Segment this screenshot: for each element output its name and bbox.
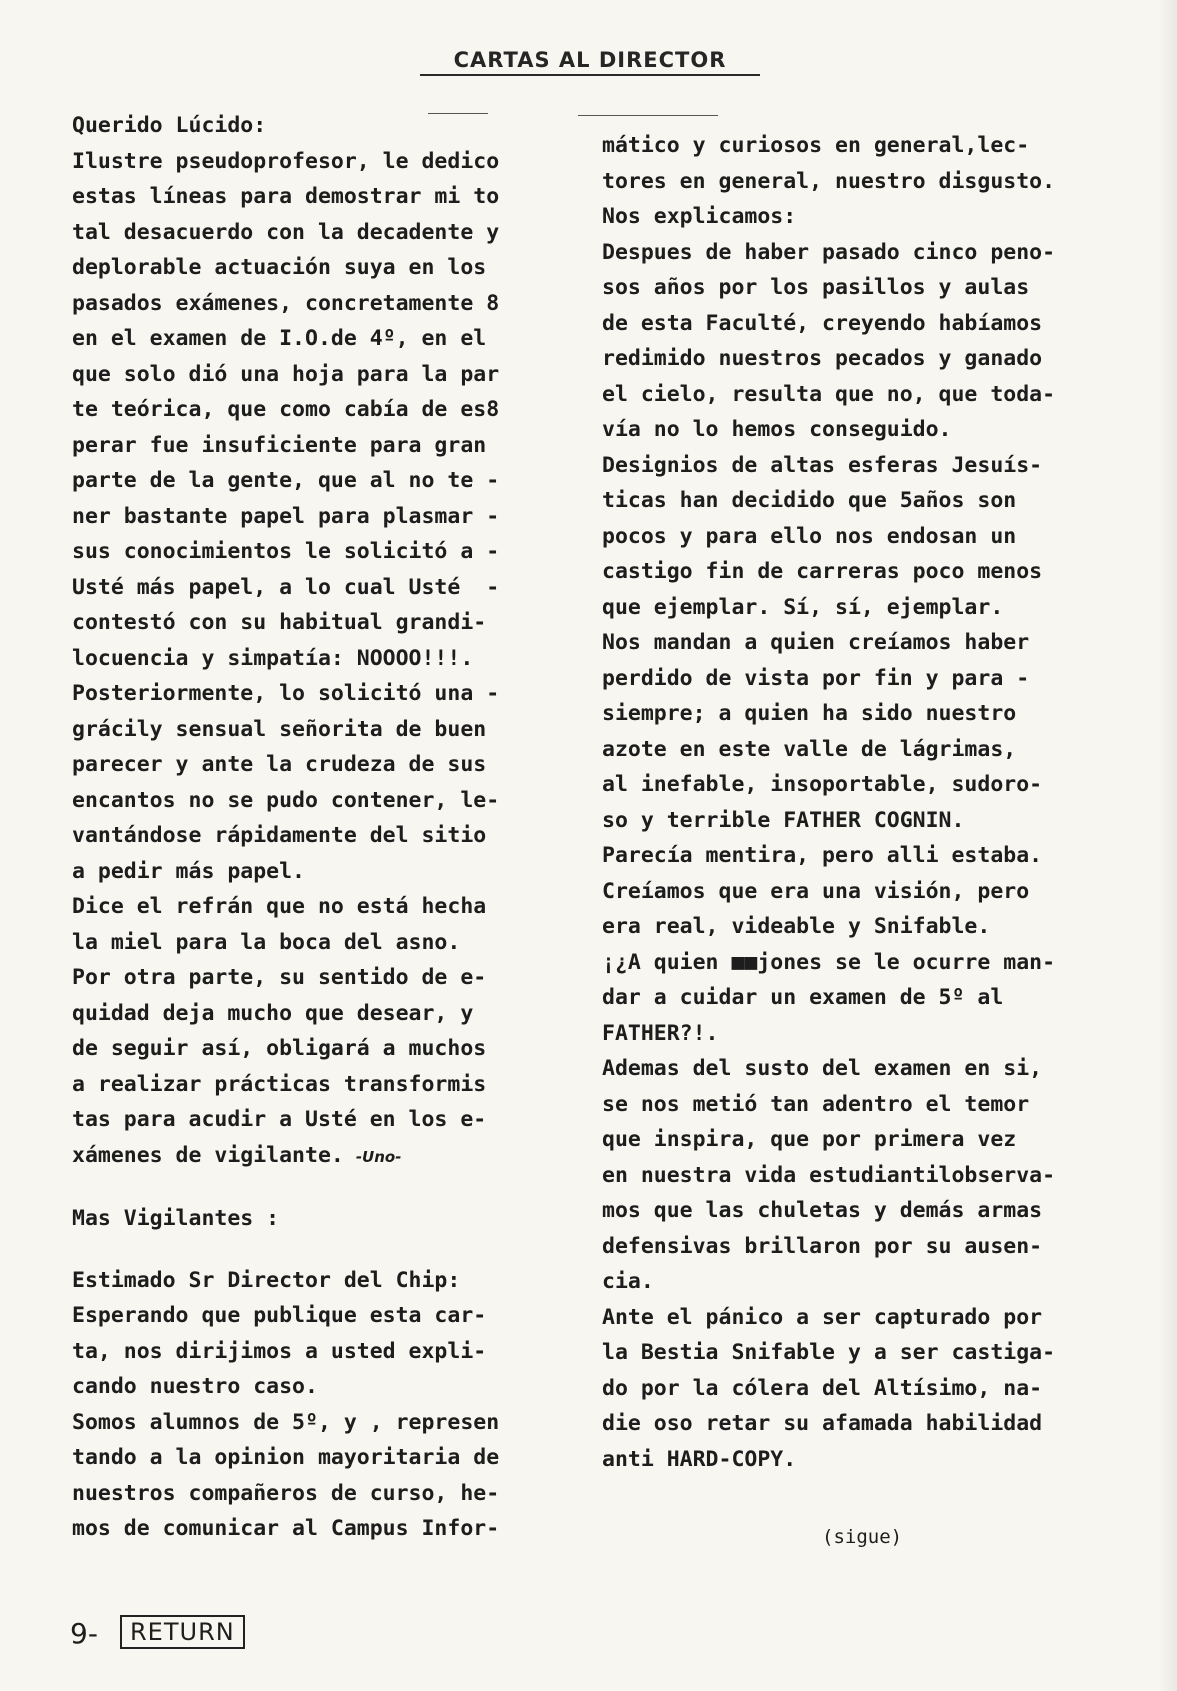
- text-line: Nos mandan a quien creíamos haber: [602, 630, 1030, 655]
- text-line: al inefable, insoportable, sudoro-: [602, 772, 1043, 797]
- letter-1-signoff: -Uno-: [355, 1147, 402, 1166]
- text-line: Creíamos que era una visión, pero: [602, 878, 1030, 904]
- text-line: deplorable actuación suya en los: [72, 255, 487, 280]
- text-line: a pedir más papel.: [72, 858, 305, 884]
- text-line: ta, nos dirijimos a usted expli-: [72, 1338, 487, 1364]
- text-line: ¡¿A quien ■■jones se le ocurre man-: [602, 949, 1056, 975]
- text-line: en el examen de I.O.de 4º, en el: [72, 326, 487, 351]
- text-line: tal desacuerdo con la decadente y: [72, 219, 500, 245]
- text-line: estas líneas para demostrar mi to: [72, 184, 500, 209]
- letter-2-heading: Mas Vigilantes :: [72, 1206, 280, 1231]
- text-line: que ejemplar. Sí, sí, ejemplar.: [602, 594, 1004, 620]
- text-line: anti HARD-COPY.: [602, 1446, 797, 1472]
- text-line: Usté más papel, a lo cual Usté -: [72, 574, 500, 600]
- text-line: Dice el refrán que no está hecha: [72, 894, 487, 919]
- text-line: castigo fin de carreras poco menos: [602, 559, 1043, 584]
- text-line: Estimado Sr Director del Chip:: [72, 1267, 461, 1293]
- text-line: de esta Faculté, creyendo habíamos: [602, 310, 1043, 336]
- text-line: Esperando que publique esta car-: [72, 1303, 487, 1328]
- text-line: era real, videable y Snifable.: [602, 914, 991, 939]
- text-line: de seguir así, obligará a muchos: [72, 1036, 487, 1061]
- text-line: Parecía mentira, pero alli estaba.: [602, 843, 1043, 868]
- text-line: tores en general, nuestro disgusto.: [602, 168, 1056, 194]
- text-line: sus conocimientos le solicitó a -: [72, 539, 500, 564]
- section-logo: RETURN: [120, 1615, 245, 1649]
- text-line: locuencia y simpatía: NOOOO!!!.: [72, 645, 474, 671]
- spacer: [72, 1175, 562, 1201]
- text-line: ticas han decidido que 5años son: [602, 488, 1017, 513]
- text-line: que solo dió una hoja para la par: [72, 361, 500, 387]
- text-line: tando a la opinion mayoritaria de: [72, 1445, 500, 1470]
- text-line: Despues de haber pasado cinco peno-: [602, 239, 1056, 265]
- text-line: encantos no se pudo contener, le-: [72, 787, 500, 813]
- letter-1: [72, 108, 562, 1138]
- page-number: 9-: [70, 1617, 98, 1650]
- text-line: en nuestra vida estudiantilobserva-: [602, 1162, 1056, 1188]
- text-line: parecer y ante la crudeza de sus: [72, 752, 487, 777]
- text-line: a realizar prácticas transformis: [72, 1071, 487, 1097]
- text-line: defensivas brillaron por su ausen-: [602, 1233, 1043, 1259]
- text-line: sos años por los pasillos y aulas: [602, 275, 1030, 300]
- text-line: vantándose rápidamente del sitio: [72, 823, 487, 848]
- text-line: siempre; a quien ha sido nuestro: [602, 701, 1017, 726]
- text-line: grácily sensual señorita de buen: [72, 716, 487, 742]
- text-line: azote en este valle de lágrimas,: [602, 736, 1017, 762]
- text-line: cia.: [602, 1269, 654, 1294]
- text-line: dar a cuidar un examen de 5º al: [602, 985, 1004, 1010]
- text-line: FATHER?!.: [602, 1020, 719, 1046]
- letter-2: [72, 1263, 562, 1547]
- text-line: se nos metió tan adentro el temor: [602, 1091, 1030, 1117]
- text-line: nuestros compañeros de curso, he-: [72, 1480, 500, 1506]
- text-line: Posteriormente, lo solicitó una -: [72, 681, 500, 706]
- text-line: Nos explicamos:: [602, 204, 797, 229]
- page-title: CARTAS AL DIRECTOR: [420, 48, 760, 76]
- text-line: mos que las chuletas y demás armas: [602, 1198, 1043, 1223]
- text-line: Ilustre pseudoprofesor, le dedico: [72, 148, 500, 174]
- left-column: [72, 108, 562, 1547]
- text-line: mos de comunicar al Campus Infor-: [72, 1516, 500, 1541]
- letter-1-last-line: xámenes de vigilante.: [72, 1142, 344, 1168]
- text-line: que inspira, que por primera vez: [602, 1127, 1017, 1152]
- text-line: Ante el pánico a ser capturado por: [602, 1304, 1043, 1330]
- spacer: [72, 1237, 562, 1263]
- text-line: contestó con su habitual grandi-: [72, 610, 487, 635]
- text-line: Por otra parte, su sentido de e-: [72, 965, 487, 990]
- text-line: mático y curiosos en general,lec-: [602, 133, 1030, 158]
- text-line: perar fue insuficiente para gran: [72, 432, 487, 458]
- text-line: pasados exámenes, concretamente 8: [72, 290, 500, 316]
- text-line: redimido nuestros pecados y ganado: [602, 346, 1043, 371]
- text-line: vía no lo hemos conseguido.: [602, 417, 952, 442]
- text-line: Querido Lúcido:: [72, 113, 267, 138]
- text-line: la Bestia Snifable y a ser castiga-: [602, 1340, 1056, 1365]
- text-line: ner bastante papel para plasmar -: [72, 503, 500, 529]
- text-line: do por la cólera del Altísimo, na-: [602, 1375, 1043, 1401]
- right-column: [602, 128, 1122, 1477]
- text-line: tas para acudir a Usté en los e-: [72, 1107, 487, 1132]
- text-line: parte de la gente, que al no te -: [72, 468, 500, 493]
- text-line: Ademas del susto del examen en si,: [602, 1056, 1043, 1081]
- text-line: pocos y para ello nos endosan un: [602, 523, 1017, 549]
- text-line: Designios de altas esferas Jesuís-: [602, 452, 1043, 478]
- text-line: te teórica, que como cabía de es8: [72, 397, 500, 422]
- letter-1-closing-line: [72, 1138, 562, 1176]
- column-divider-right: [578, 115, 718, 116]
- text-line: Somos alumnos de 5º, y , represen: [72, 1409, 500, 1435]
- page-edge: [1159, 0, 1177, 1691]
- text-line: perdido de vista por fin y para -: [602, 665, 1030, 691]
- text-line: el cielo, resulta que no, que toda-: [602, 381, 1056, 407]
- text-line: la miel para la boca del asno.: [72, 929, 461, 955]
- continued-label: (sigue): [822, 1526, 903, 1548]
- text-line: so y terrible FATHER COGNIN.: [602, 807, 965, 833]
- text-line: quidad deja mucho que desear, y: [72, 1000, 474, 1026]
- text-line: die oso retar su afamada habilidad: [602, 1411, 1043, 1436]
- text-line: cando nuestro caso.: [72, 1374, 318, 1399]
